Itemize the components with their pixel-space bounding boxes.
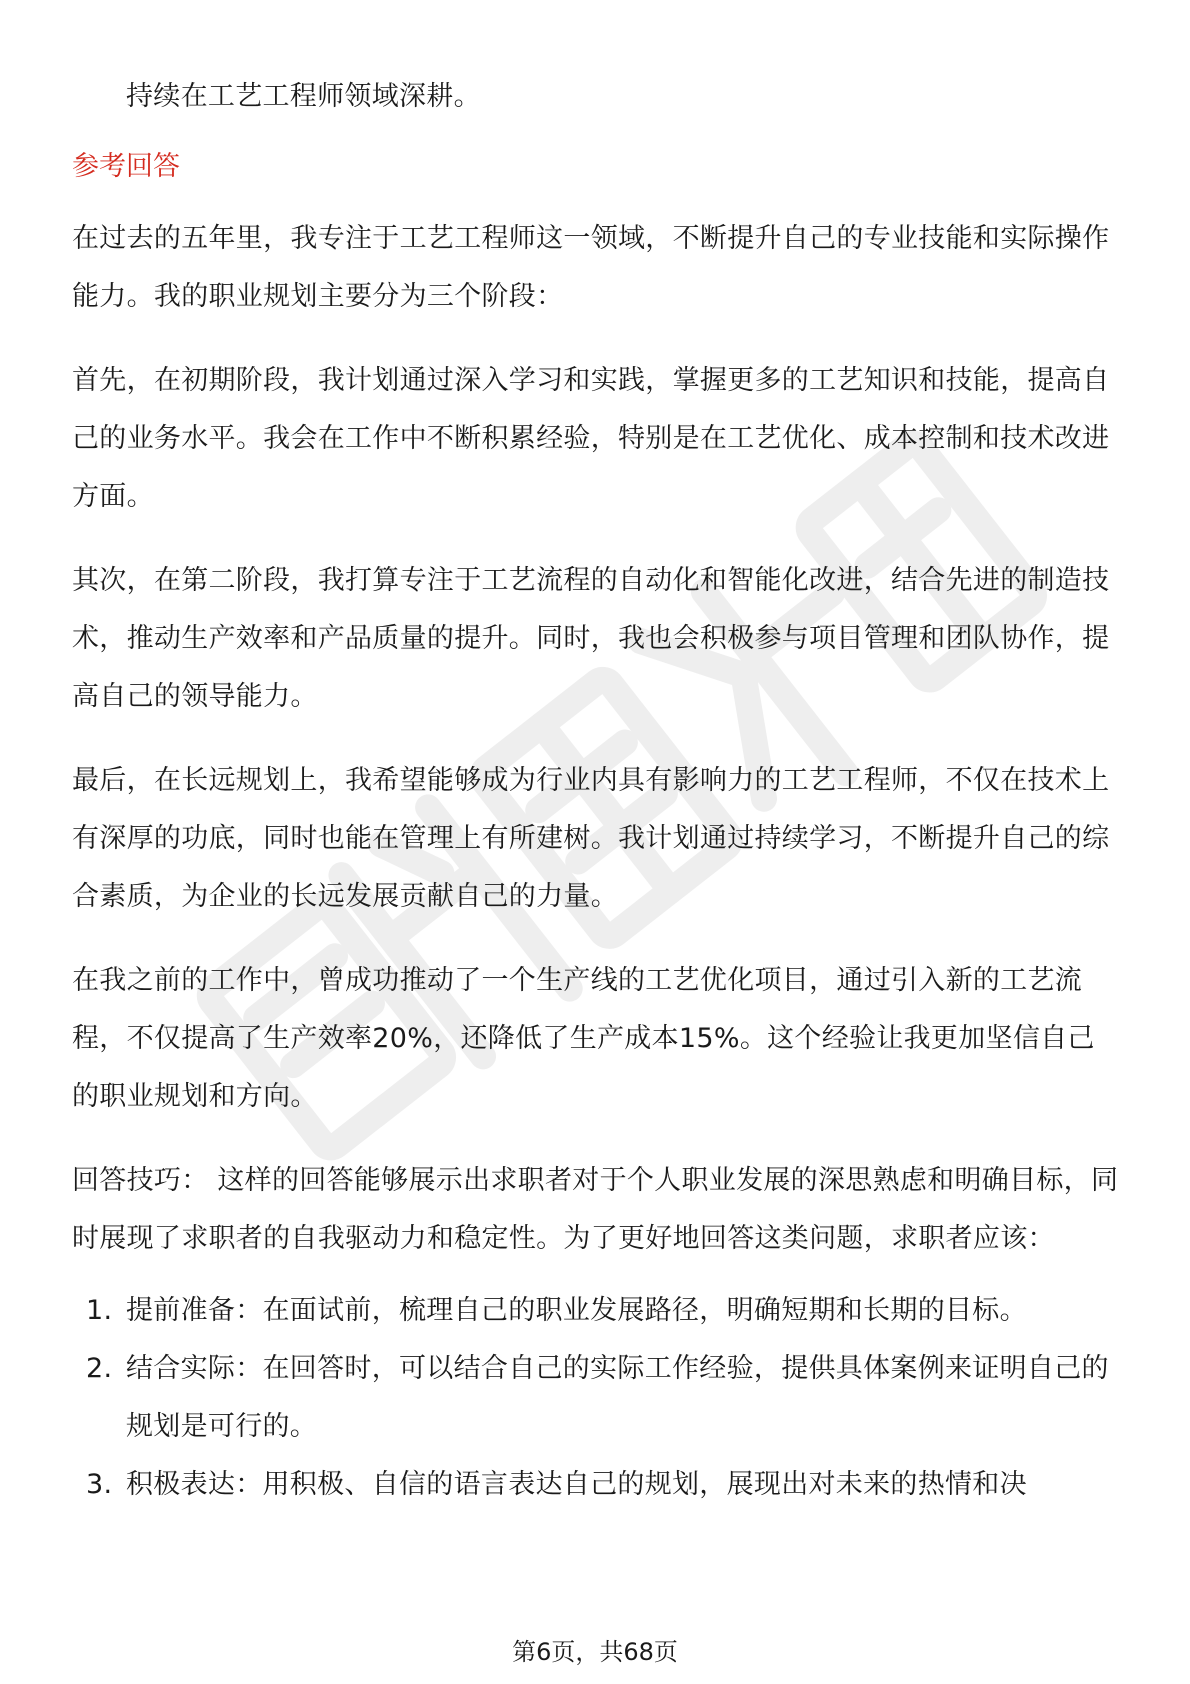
continued-paragraph: 持续在工艺工程师领域深耕。 <box>126 81 481 112</box>
list-item-number: 2. <box>86 1353 113 1384</box>
section-heading: 参考回答 <box>72 151 180 182</box>
answer-paragraph-2: 首先，在初期阶段，我计划通过深入学习和实践，掌握更多的工艺知识和技能，提高自己的业务水平。我会在工作中不断积累经验，特别是在工艺优化、成本控制和技术改进方面。 <box>72 365 1110 512</box>
answer-paragraph-5: 在我之前的工作中，曾成功推动了一个生产线的工艺优化项目，通过引入新的工艺流程，不仅提高了生产效率20%，还降低了生产成本15%。这个经验让我更加坚信自己的职业规划和方向。 <box>72 965 1095 1112</box>
tips-list <box>72 1282 1122 1514</box>
document-body <box>72 68 1122 1514</box>
answer-tips-paragraph: 回答技巧： 这样的回答能够展示出求职者对于个人职业发展的深思熟虑和明确目标，同时展现了求职者的自我驱动力和稳定性。为了更好地回答这类问题，求职者应该： <box>72 1165 1119 1254</box>
list-item <box>72 1340 1122 1456</box>
list-item-text: 结合实际：在回答时，可以结合自己的实际工作经验，提供具体案例来证明自己的规划是可行的。 <box>126 1353 1109 1442</box>
list-item <box>72 1282 1122 1340</box>
answer-paragraph-1: 在过去的五年里，我专注于工艺工程师这一领域，不断提升自己的专业技能和实际操作能力。我的职业规划主要分为三个阶段： <box>72 223 1110 312</box>
list-item-text: 提前准备：在面试前，梳理自己的职业发展路径，明确短期和长期的目标。 <box>126 1295 1027 1326</box>
list-item-number: 1. <box>86 1295 113 1326</box>
list-item <box>72 1456 1122 1514</box>
answer-paragraph-3: 其次，在第二阶段，我打算专注于工艺流程的自动化和智能化改进，结合先进的制造技术，推动生产效率和产品质量的提升。同时，我也会积极参与项目管理和团队协作，提高自己的领导能力。 <box>72 565 1110 712</box>
list-item-text: 积极表达：用积极、自信的语言表达自己的规划，展现出对未来的热情和决 <box>126 1469 1027 1500</box>
list-item-number: 3. <box>86 1469 113 1500</box>
answer-paragraph-4: 最后，在长远规划上，我希望能够成为行业内具有影响力的工艺工程师，不仅在技术上有深厚的功底，同时也能在管理上有所建树。我计划通过持续学习，不断提升自己的综合素质，为企业的长远发展贡献自己的力量。 <box>72 765 1110 912</box>
page-footer: 第6页，共68页 <box>512 1638 678 1666</box>
